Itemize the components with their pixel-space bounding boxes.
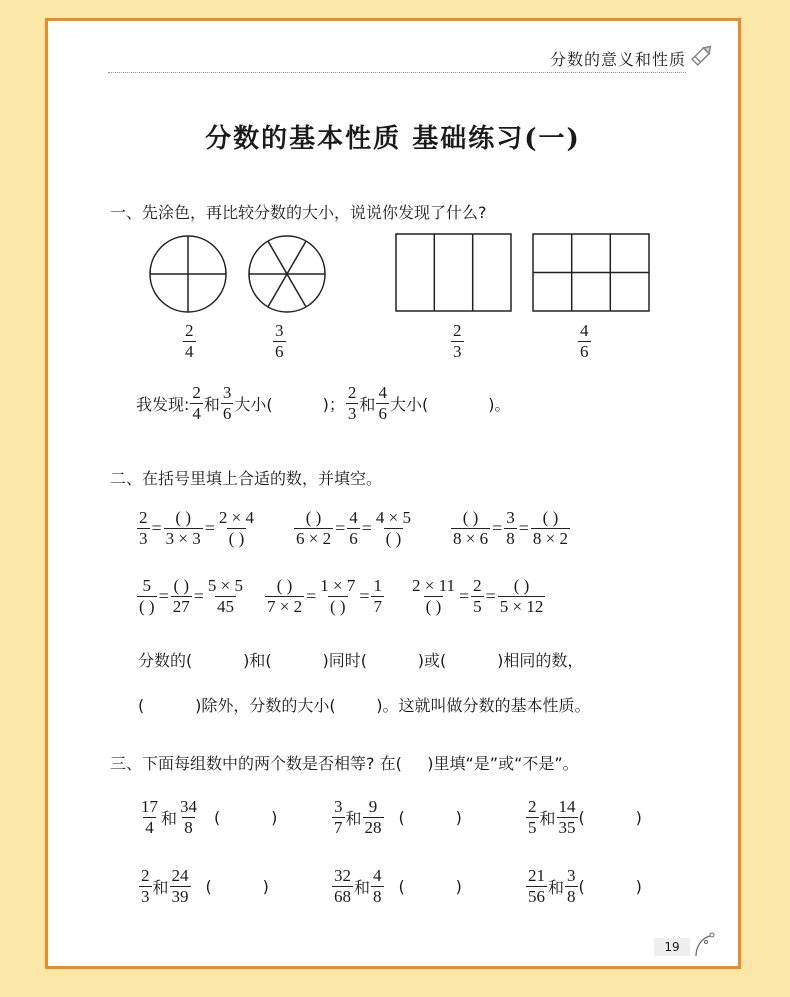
page-title: 分数的基本性质 基础练习(一): [205, 124, 581, 154]
label-fraction: $\frac{3}{6}$: [275, 321, 284, 361]
section1-heading: 一、先涂色，再比较分数的大小，说说你发现了什么?: [110, 203, 487, 222]
finding-line: 我发现: $\frac{2}{4}$ 和 $\frac{3}{6}$ 大小( )； $\frac{2}{3}$ 和 $\frac{4}{6}$ 大小( )。: [136, 383, 511, 423]
shading-figures: [148, 229, 658, 325]
comparison-item: $\frac{21}{56}$ 和 $\frac{3}{8}$ ( ): [528, 866, 642, 906]
comparison-item: $\frac{2}{5}$ 和 $\frac{14}{35}$ ( ): [528, 797, 642, 837]
rect-sixths: [533, 234, 649, 311]
comparison-item: $\frac{3}{7}$ 和 $\frac{9}{28}$ ( ): [334, 797, 462, 837]
swirl-icon: [692, 932, 716, 958]
answer-blank[interactable]: ( ): [205, 877, 269, 896]
answer-blank[interactable]: ( ): [398, 808, 462, 827]
equation-row: $\frac{5}{( )}$ = $\frac{( )}{27}$ = $\frac{5 \times 5}{45}$ $\frac{( )}{7 \times 2}$ = $\frac{1 \times 7}{( )}$ = $\frac{1}{7}$ $\frac{2 \times 11}{( )}$ = $\frac{2}{5}$ = $\frac{( )}{5 \times 12}$: [139, 576, 544, 616]
comparison-item: $\frac{17}{4}$ 和 $\frac{34}{8}$ ( ): [141, 797, 278, 837]
label-fraction: $\frac{2}{4}$: [185, 321, 194, 361]
worksheet-page: [45, 18, 741, 969]
property-sentence-2: ( )除外，分数的大小( )。这就叫做分数的基本性质。: [138, 696, 591, 715]
chapter-title: 分数的意义和性质: [549, 50, 686, 69]
comparison-item: $\frac{32}{68}$ 和 $\frac{4}{8}$ ( ): [334, 866, 462, 906]
equation-row: $\frac{2}{3}$ = $\frac{( )}{3 \times 3}$ = $\frac{2 \times 4}{( )}$ $\frac{( )}{6 \times 2}$ = $\frac{4}{6}$ = $\frac{4 \times 5}{( )}$ $\frac{( )}{8 \times 6}$ = $\frac{3}{8}$ = $\frac{( )}{8 \times 2}$: [139, 508, 568, 548]
comparison-item: $\frac{2}{3}$ 和 $\frac{24}{39}$ ( ): [141, 866, 269, 906]
circle-quarters: [150, 236, 226, 312]
answer-blank[interactable]: ( ): [398, 877, 462, 896]
section2-heading: 二、在括号里填上合适的数，并填空。: [110, 469, 383, 488]
answer-blank[interactable]: ( ): [578, 877, 642, 896]
answer-blank[interactable]: ( ): [214, 808, 278, 827]
pencil-icon: [688, 41, 716, 69]
answer-blank[interactable]: ( ): [578, 808, 642, 827]
circle-sixths: [249, 236, 325, 312]
rect-thirds: [396, 234, 511, 311]
property-sentence-1: 分数的( )和( )同时( )或( )相同的数，: [138, 651, 584, 670]
section3-heading: 三、下面每组数中的两个数是否相等? 在( )里填“是”或“不是”。: [110, 754, 579, 773]
label-fraction: $\frac{2}{3}$: [453, 321, 462, 361]
label-fraction: $\frac{4}{6}$: [580, 321, 589, 361]
page-number: 19: [654, 938, 690, 956]
header-divider: [108, 72, 686, 73]
